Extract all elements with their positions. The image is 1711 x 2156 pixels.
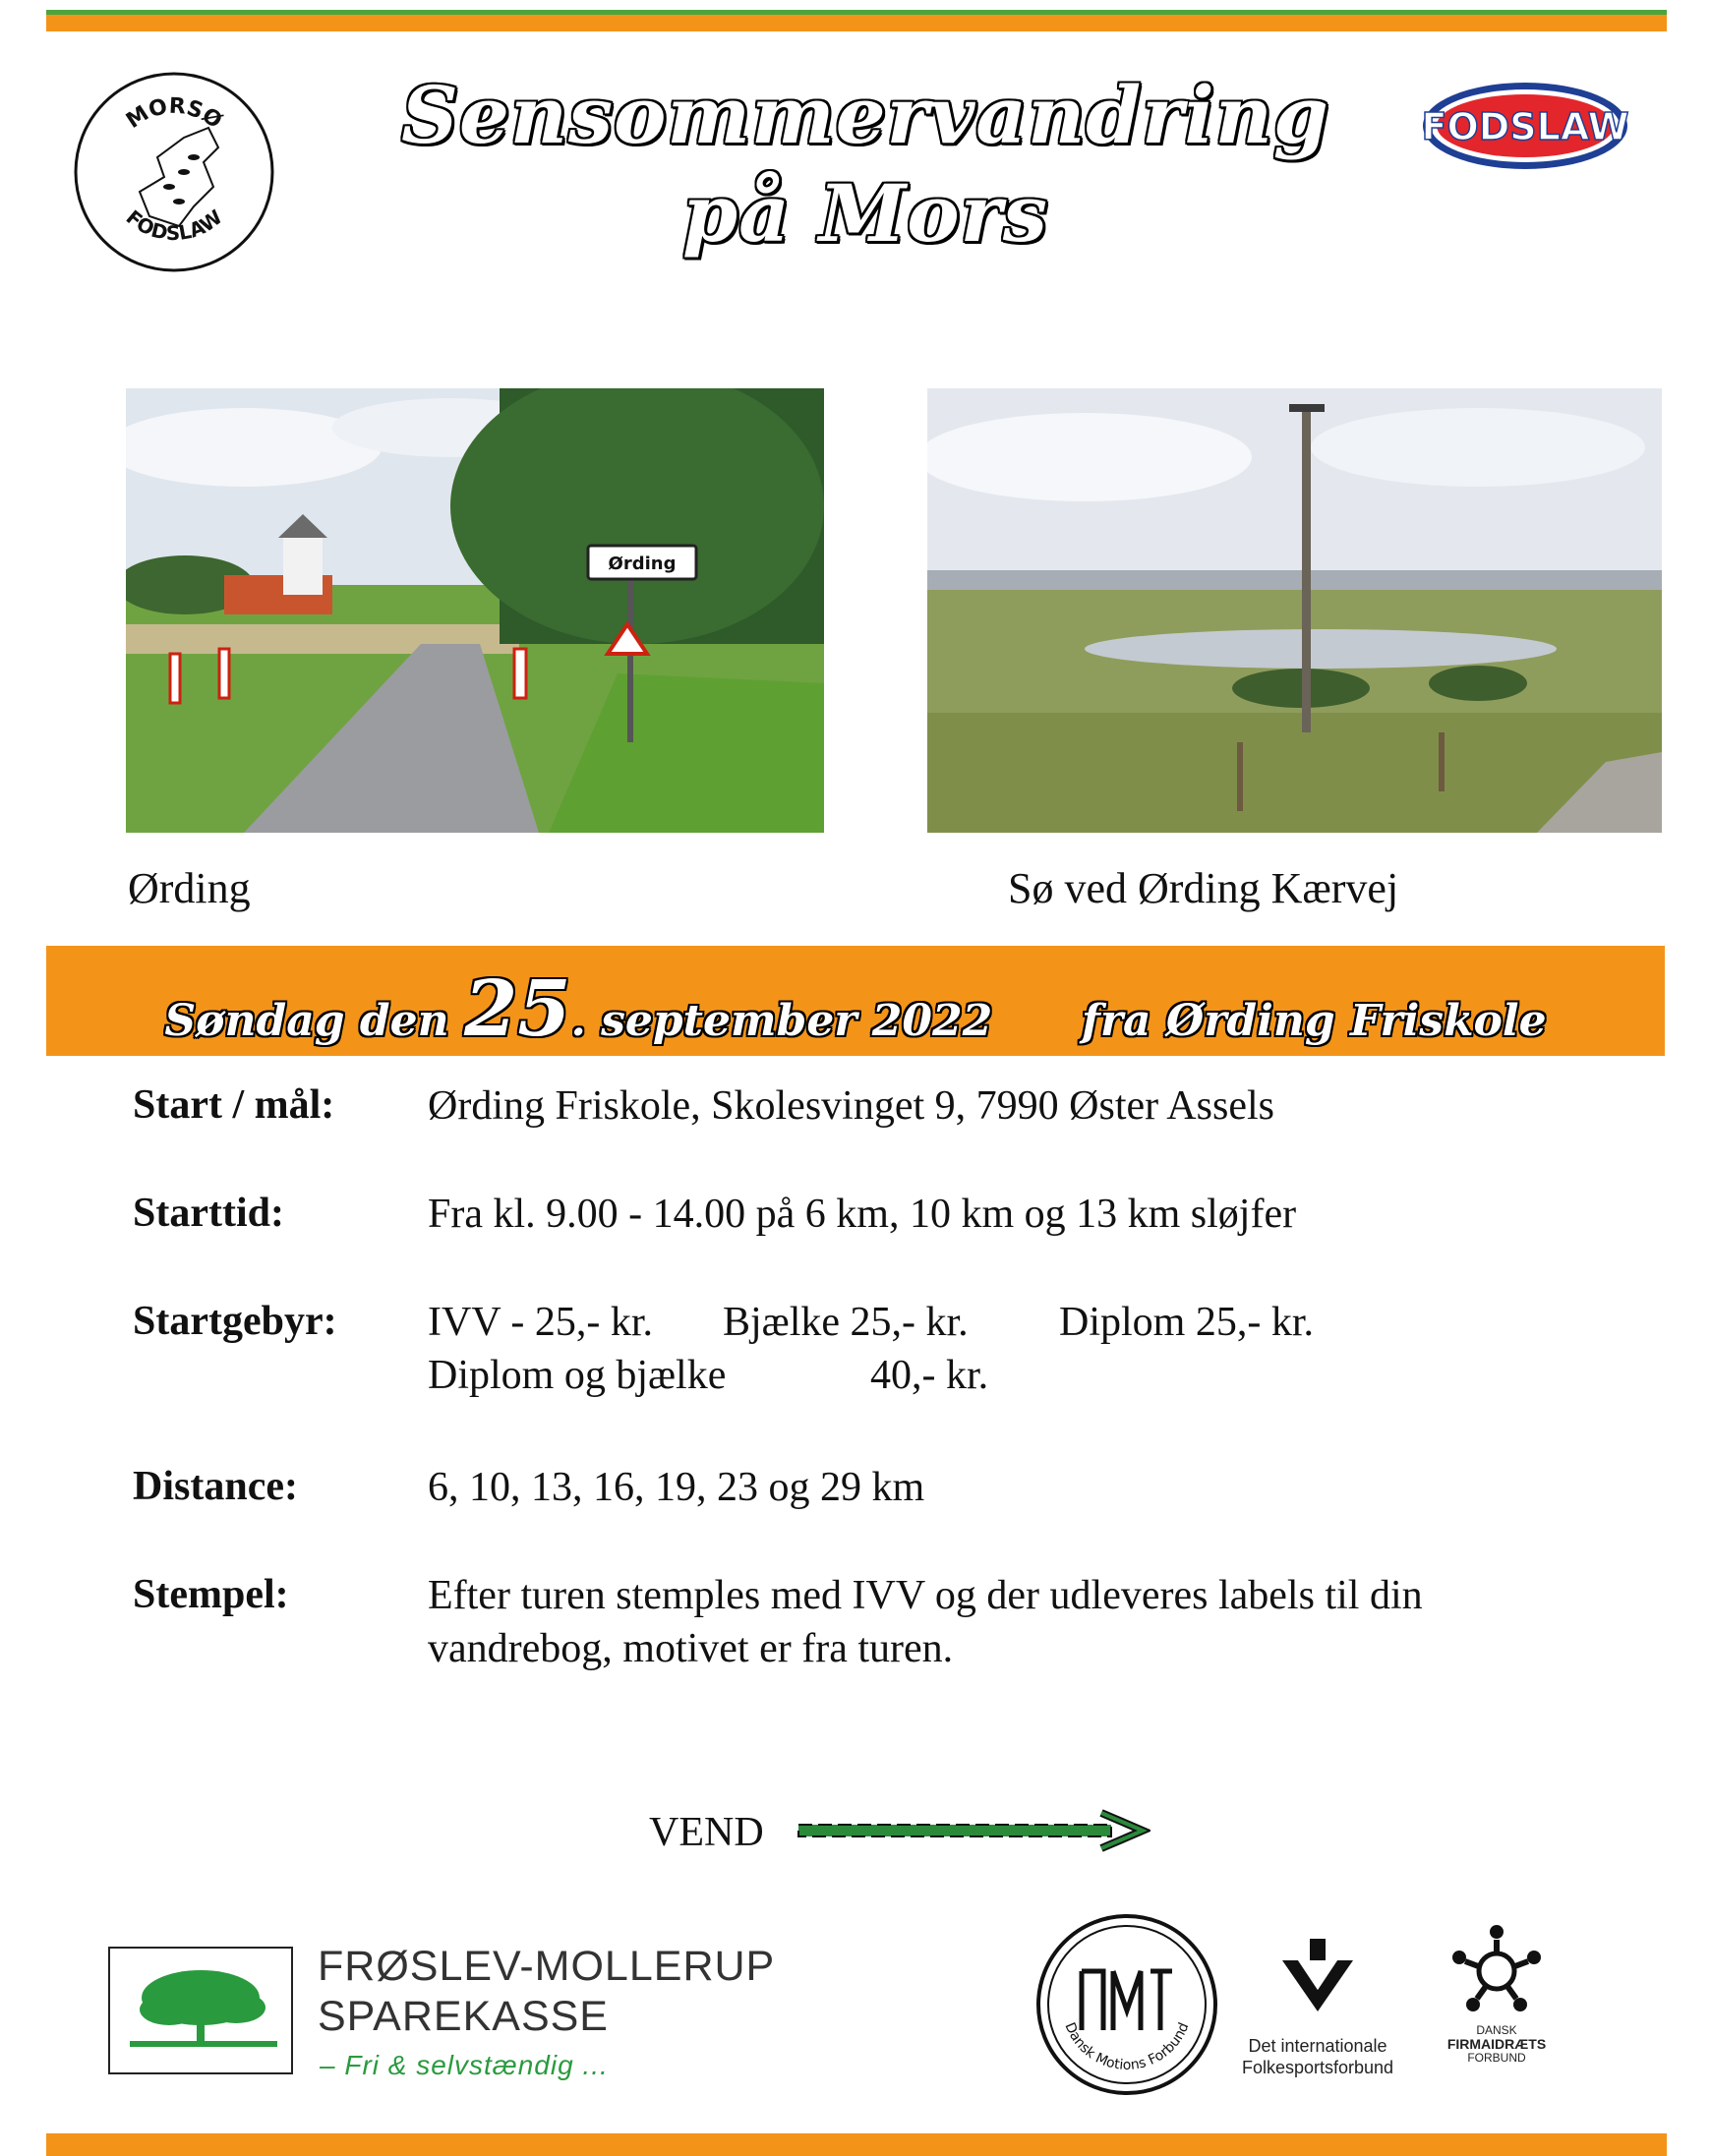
label-starttid: Starttid:	[133, 1191, 284, 1236]
dfif-logo	[1444, 1922, 1550, 2020]
dfif-caption	[1428, 2023, 1565, 2065]
vend-label: VEND	[649, 1810, 764, 1855]
ivv-line-1: Det internationale	[1248, 2036, 1387, 2056]
photo-ording-road	[126, 388, 824, 833]
fee-diplom: Diplom 25,- kr.	[1059, 1300, 1314, 1345]
town-sign-text: Ørding	[608, 554, 677, 574]
banner-month-year: september 2022	[601, 996, 993, 1046]
fee-bjaelke: Bjælke 25,- kr.	[723, 1300, 969, 1345]
value-stempel-line-2: vandrebog, motivet er fra turen.	[428, 1626, 954, 1671]
label-start-maal: Start / mål:	[133, 1082, 335, 1128]
bank-logo	[108, 1947, 293, 2074]
caption-photo-1: Ørding	[128, 864, 251, 912]
fee-ivv: IVV - 25,- kr.	[428, 1300, 654, 1345]
logo-bottom-text: FODSLAW	[121, 204, 227, 246]
ivv-caption	[1219, 2035, 1416, 2078]
dfif-line-2: FIRMAIDRÆTS	[1446, 2036, 1547, 2052]
fodslaw-logo	[1421, 81, 1629, 171]
date-banner	[46, 946, 1665, 1056]
value-distance: 6, 10, 13, 16, 19, 23 og 29 km	[428, 1465, 925, 1510]
value-starttid: Fra kl. 9.00 - 14.00 på 6 km, 10 km og 13 km sløjfer	[428, 1192, 1297, 1237]
banner-dot: .	[570, 996, 586, 1046]
banner-day: 25	[463, 964, 571, 1054]
dfif-line-1: DANSK	[1476, 2023, 1517, 2037]
bottom-stripe	[46, 2133, 1667, 2156]
title-line-1: Sensommervandring	[401, 69, 1329, 161]
bank-name-line-1: FRØSLEV-MOLLERUP	[318, 1943, 776, 1990]
ivv-logo	[1278, 1937, 1357, 2015]
dmf-text: Dansk Motions Forbund	[1061, 2020, 1193, 2073]
title-line-2: på Mors	[682, 167, 1048, 260]
value-start-maal: Ørding Friskole, Skolesvinget 9, 7990 Øster Assels	[428, 1083, 1274, 1129]
logo-top-text: MORSØ	[122, 93, 227, 135]
banner-prefix: Søndag den	[164, 996, 449, 1046]
fodslaw-logo-text: FODSLAW	[1421, 105, 1629, 148]
value-stempel-line-1: Efter turen stemples med IVV og der udleveres labels til din	[428, 1573, 1423, 1618]
ivv-line-2: Folkesportsforbund	[1241, 2058, 1394, 2077]
fee-combo-price: 40,- kr.	[870, 1353, 989, 1398]
photo-lake	[927, 388, 1662, 833]
label-distance: Distance:	[133, 1464, 298, 1509]
dfif-line-3: FORBUND	[1467, 2051, 1526, 2065]
label-startgebyr: Startgebyr:	[133, 1299, 337, 1344]
banner-location: fra Ørding Friskole	[1081, 996, 1547, 1046]
caption-photo-2: Sø ved Ørding Kærvej	[1008, 864, 1399, 912]
label-stempel: Stempel:	[133, 1572, 289, 1617]
morso-fodslaw-logo	[71, 69, 277, 275]
bank-name-line-2: SPAREKASSE	[318, 1993, 609, 2040]
top-stripe	[46, 10, 1667, 31]
arrow-right-icon	[796, 1809, 1150, 1852]
dmf-logo	[1034, 1912, 1219, 2097]
fee-combo-label: Diplom og bjælke	[428, 1353, 727, 1398]
bank-tagline: – Fri & selvstændig ...	[320, 2050, 609, 2080]
